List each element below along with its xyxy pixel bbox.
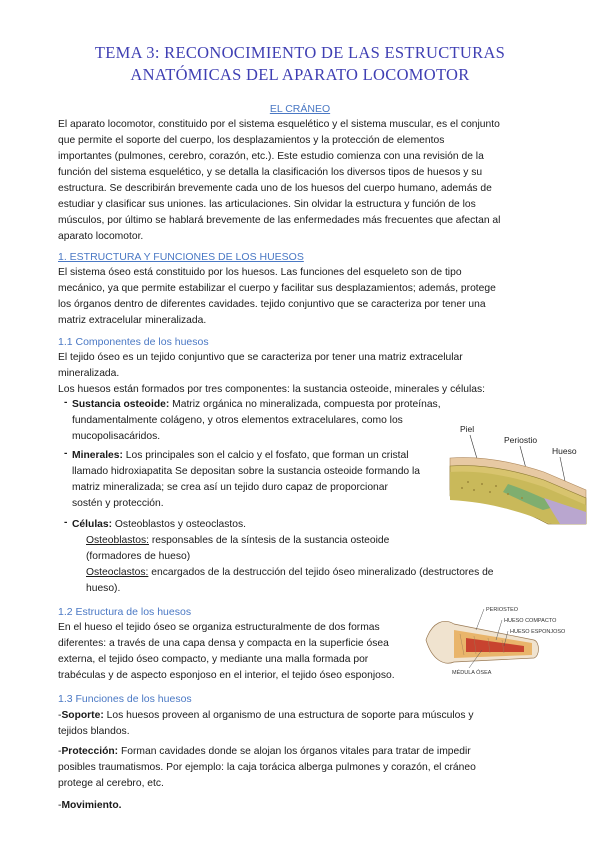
section-heading-estructura: 1. ESTRUCTURA Y FUNCIONES DE LOS HUESOS — [58, 251, 304, 263]
paragraph-line: que permite el soporte del cuerpo, los desplazamientos y la protección de elementos — [58, 135, 445, 146]
term-movimiento: Movimiento. — [61, 800, 122, 811]
paragraph-line: (formadores de hueso) — [86, 551, 191, 562]
paragraph-line: diferentes: a través de una capa densa y compacta en la superficie ósea — [58, 638, 389, 649]
paragraph-line: trabéculas y de aspecto esponjoso en el interior, el tejido óseo esponjoso. — [58, 670, 395, 681]
paragraph-line: matriz mineralizada; se crea así un tejido duro capaz de proporcionar — [72, 482, 388, 493]
section-heading-componentes: 1.1 Componentes de los huesos — [58, 336, 209, 348]
bullet-text: Los principales son el calcio y el fosfato, que forman un cristal — [122, 450, 409, 461]
paragraph-line: El aparato locomotor, constituido por el sistema esquelético y el sistema muscular, es el conjunto — [58, 119, 500, 130]
paragraph-line: músculos, por último se hablará brevemente de las enfermedades más frecuentes que afectan al — [58, 215, 501, 226]
paragraph-line: hueso). — [86, 583, 121, 594]
term-celulas: Células: — [72, 519, 113, 530]
paragraph-line: sostén y protección. — [72, 498, 164, 509]
paragraph-line: tejidos blandos. — [58, 726, 130, 737]
label-esponjoso: HUESO ESPONJOSO — [510, 629, 566, 635]
paragraph-line: aparato locomotor. — [58, 231, 144, 242]
label-periosteo: PERIOSTEO — [486, 607, 519, 613]
paragraph-line: mucopolisacáridos. — [72, 431, 161, 442]
paragraph-line: El tejido óseo es un tejido conjuntivo que se caracteriza por tener una matriz extracelular — [58, 352, 463, 363]
paragraph-line: protege al cerebro, etc. — [58, 778, 164, 789]
paragraph-line: posibles traumatismos. Por ejemplo: la caja torácica alberga pulmones y corazón, el cráneo — [58, 762, 476, 773]
soporte-line: -Soporte: Los huesos proveen al organismo de una estructura de soporte para músculos y — [58, 710, 474, 721]
paragraph-line: El sistema óseo está constituido por los huesos. Las funciones del esqueleto son de tipo — [58, 267, 462, 278]
bullet-text: Osteoblastos y osteoclastos. — [112, 519, 246, 530]
paragraph-line: estructura. Se describirán brevemente cada uno de los huesos del cuerpo humano, además de — [58, 183, 492, 194]
section-heading-funciones: 1.3 Funciones de los huesos — [58, 693, 192, 705]
proteccion-line: -Protección: Forman cavidades donde se alojan los órganos vitales para tratar de impedir — [58, 746, 471, 757]
paragraph-line: mecánico, ya que permite estabilizar el cuerpo y facilitar sus desplazamientos; además, protege — [58, 283, 496, 294]
term-osteoide: Sustancia osteoide: — [72, 399, 170, 410]
bone-structure-figure — [424, 600, 584, 678]
section-heading-craneo: EL CRÁNEO — [269, 103, 331, 115]
label-medula: MÉDULA ÓSEA — [452, 670, 492, 676]
osteoclastos-line — [86, 565, 494, 581]
bullet-dash: - — [64, 397, 68, 408]
paragraph-line: función del sistema esquelético, y se detalla la clasificación los diversos tipos de huesos y su — [58, 167, 483, 178]
bullet-text: Forman cavidades donde se alojan los órganos vitales para tratar de impedir — [118, 746, 471, 757]
term-minerales: Minerales: — [72, 450, 123, 461]
term-osteoblastos: Osteoblastos: — [86, 535, 149, 546]
paragraph-line: los órganos dentro de diferentes cavidades. tejido conjuntivo que se caracteriza por tener una — [58, 299, 486, 310]
label-hueso: Hueso — [552, 446, 577, 456]
label-compacto: HUESO COMPACTO — [504, 618, 557, 624]
osteoblastos-line — [86, 533, 389, 549]
paragraph-line: En el hueso el tejido óseo se organiza estructuralmente de dos formas — [58, 622, 380, 633]
paragraph-line: estudiar y clasificar sus uniones. las articulaciones. Sin olvidar la estructura y función de los — [58, 199, 476, 210]
paragraph-line: importantes (pulmones, cerebro, corazón, etc.). Este estudio comienza con una revisión de la — [58, 151, 484, 162]
bullet-minerales — [72, 448, 409, 464]
bullet-text: Los huesos proveen al organismo de una estructura de soporte para músculos y — [103, 710, 474, 721]
movimiento-line: -Movimiento. — [58, 800, 122, 811]
paragraph-line: fundamentalmente colágeno, y otros elementos extracelulares, como los — [72, 415, 403, 426]
term-proteccion: Protección: — [61, 746, 119, 757]
bullet-text: Matriz orgánica no mineralizada, compuesta por proteínas, — [169, 399, 441, 410]
section-heading-estructura-huesos: 1.2 Estructura de los huesos — [58, 606, 192, 618]
term-osteoclastos: Osteoclastos: — [86, 567, 149, 578]
paragraph-line: llamado hidroxiapatita Se depositan sobre la sustancia osteoide formando la — [72, 466, 421, 477]
label-periostio: Periostio — [504, 435, 538, 445]
title-line-2: ANATÓMICAS DEL APARATO LOCOMOTOR — [130, 65, 470, 84]
bullet-dash: - — [64, 517, 68, 528]
bullet-text: encargados de la destrucción del tejido óseo mineralizado (destructores de — [148, 567, 494, 578]
label-piel: Piel — [460, 424, 475, 434]
bullet-dash: - — [64, 448, 68, 459]
term-soporte: Soporte: — [61, 710, 104, 721]
paragraph-line: Los huesos están formados por tres componentes: la sustancia osteoide, minerales y células: — [58, 384, 485, 395]
paragraph-line: externa, el tejido óseo compacto, y mediante una malla formada por — [58, 654, 369, 665]
bullet-text: responsables de la síntesis de la sustancia osteoide — [148, 535, 390, 546]
paragraph-line: mineralizada. — [58, 368, 120, 379]
bone-layers-figure — [448, 420, 588, 530]
bullet-osteoide — [72, 397, 441, 413]
bullet-celulas — [72, 517, 246, 533]
paragraph-line: matriz extracelular mineralizada. — [58, 315, 207, 326]
title-line-1: TEMA 3: RECONOCIMIENTO DE LAS ESTRUCTURAS — [94, 43, 506, 62]
document-title — [40, 42, 560, 86]
